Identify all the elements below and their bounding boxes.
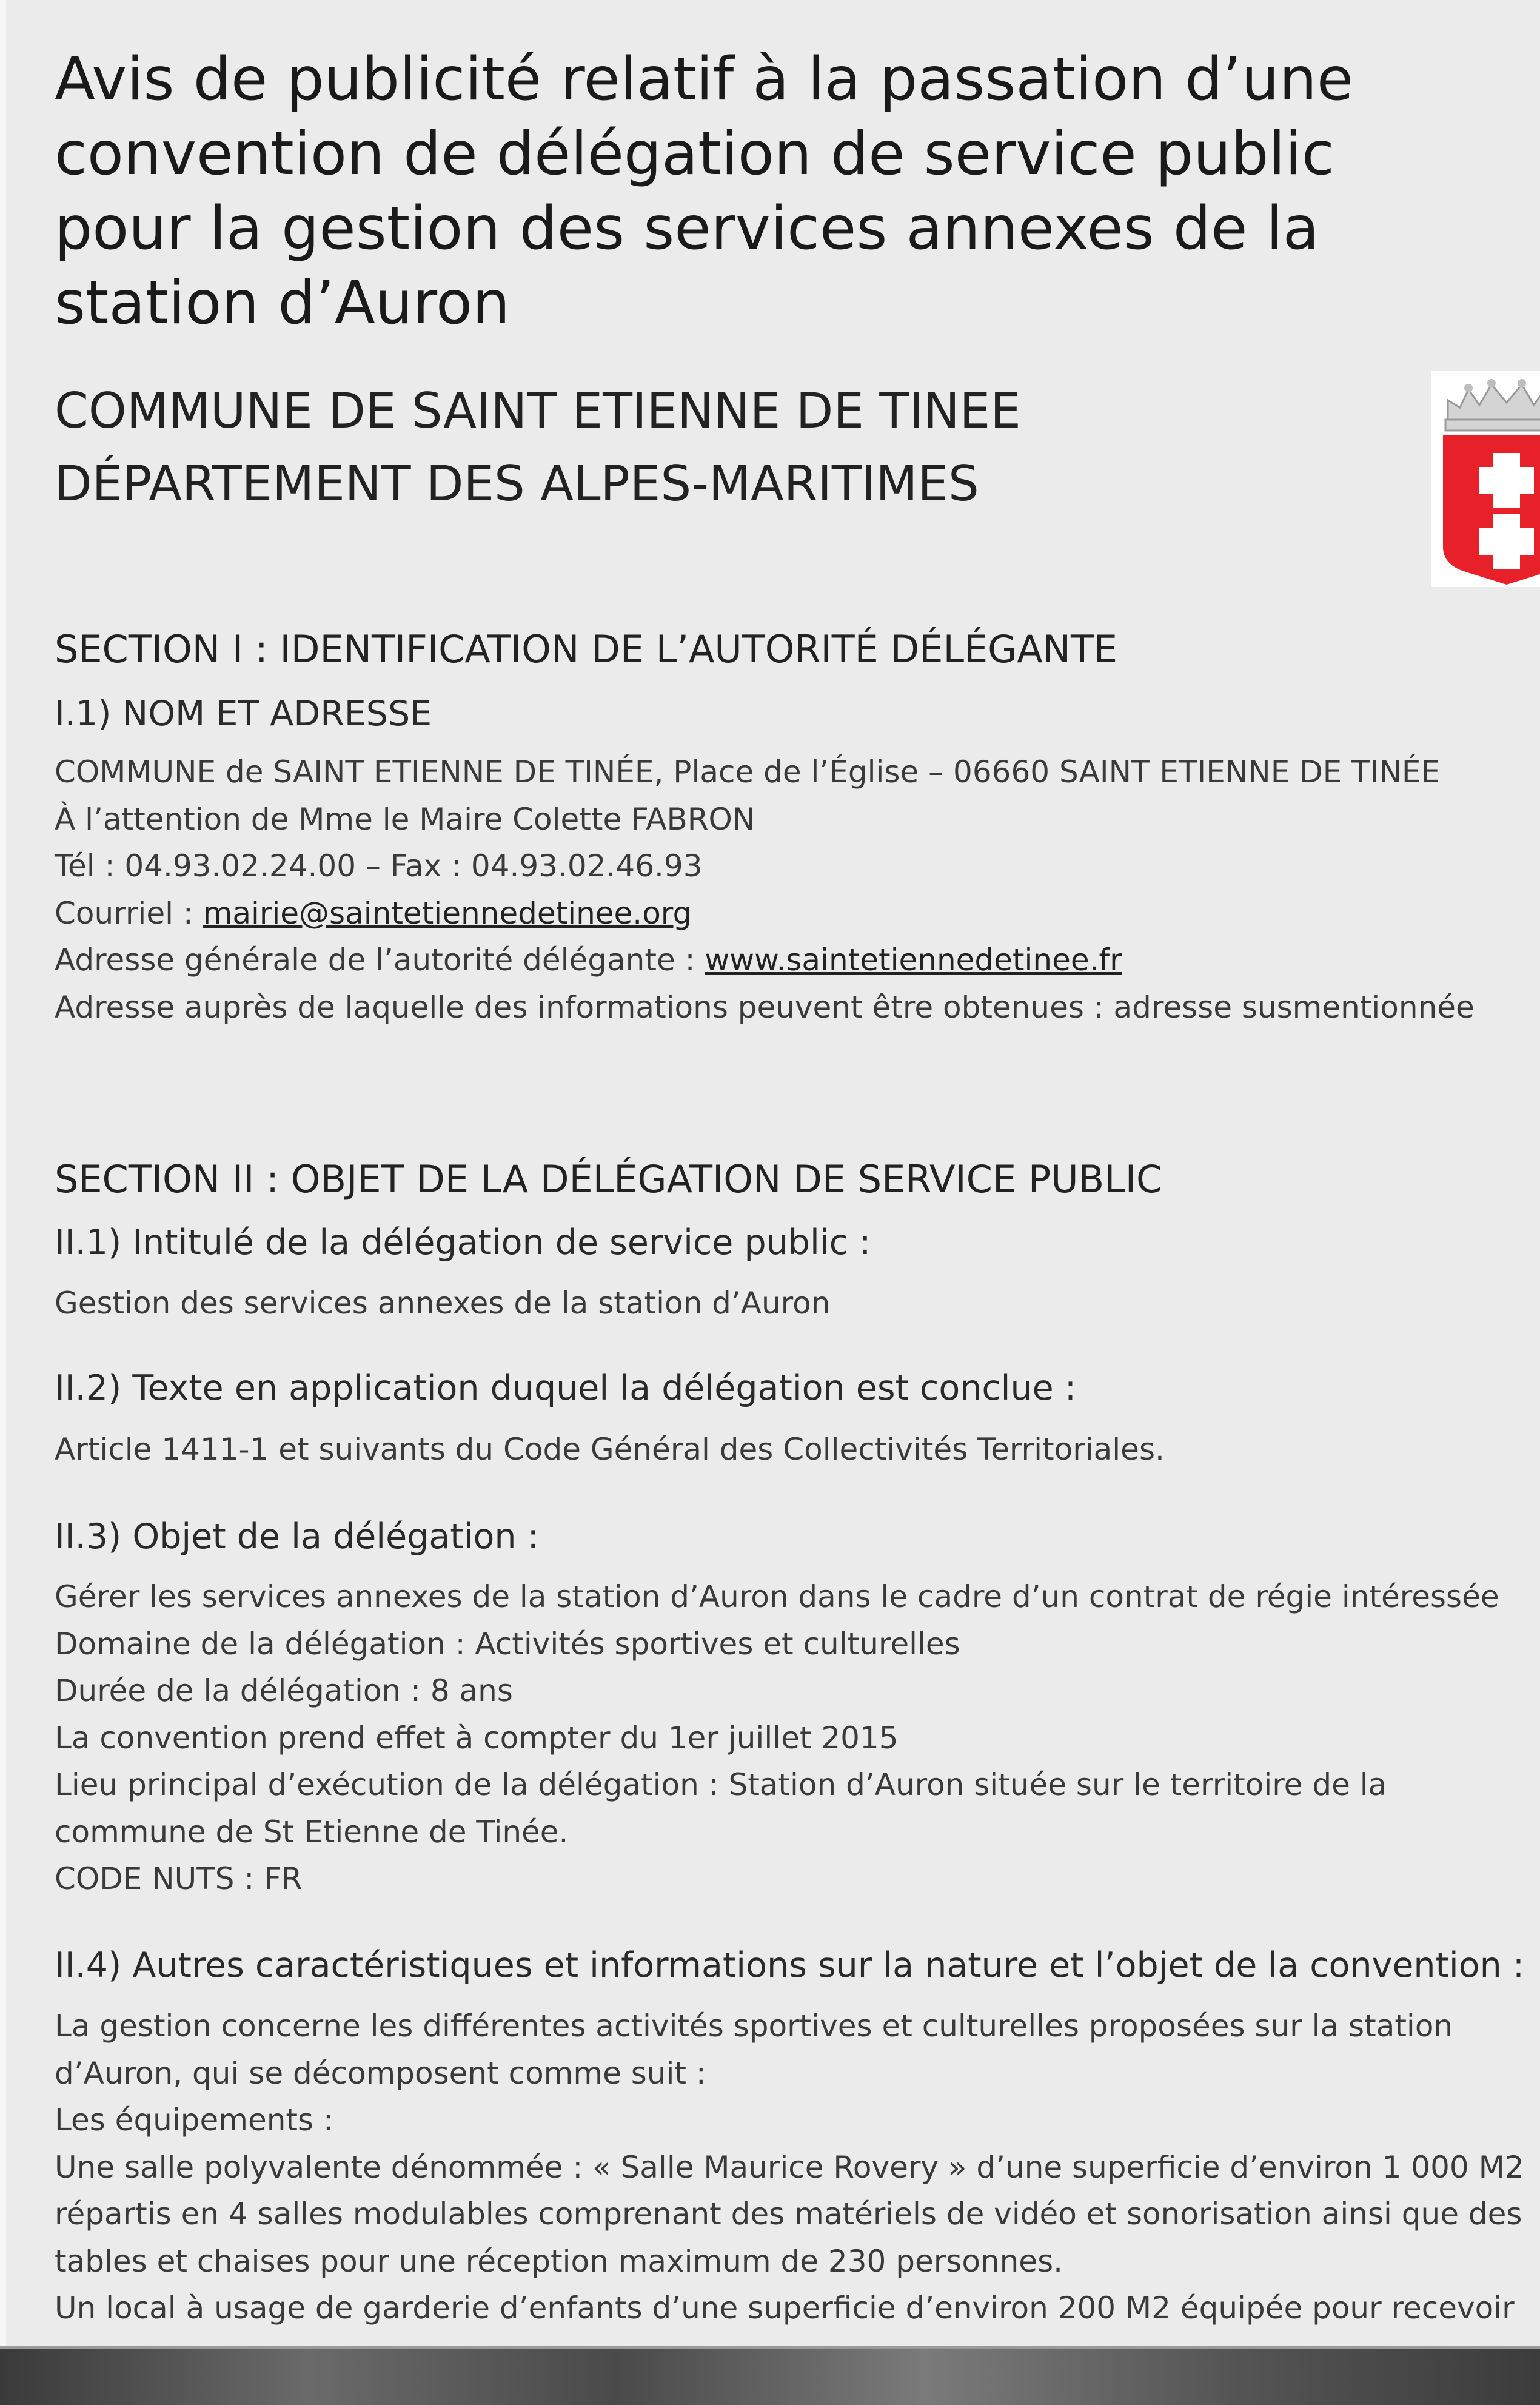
section-2-4-title: II.4) Autres caractéristiques et informations sur la nature et l’objet de la convention :: [55, 1945, 1525, 1985]
info-line: Adresse auprès de laquelle des informations peuvent être obtenues : adresse susmentionnée: [55, 989, 1475, 1025]
commune-name: COMMUNE DE SAINT ETIENNE DE TINEE: [55, 383, 1021, 439]
text-line: Article 1411-1 et suivants du Code Général des Collectivités Territoriales.: [55, 1432, 1165, 1467]
section-1-title: SECTION I : IDENTIFICATION DE L’AUTORITÉ DÉLÉGANTE: [55, 627, 1118, 671]
commune-header: [55, 375, 1267, 520]
text-line: Durée de la délégation : 8 ans: [55, 1673, 513, 1708]
phone-line: Tél : 04.93.02.24.00 – Fax : 04.93.02.46.93: [55, 848, 703, 884]
website-link[interactable]: www.saintetiennedetinee.fr: [705, 942, 1122, 978]
department-name: DÉPARTEMENT DES ALPES-MARITIMES: [55, 455, 979, 512]
section-2-1-body: [55, 1280, 1522, 1327]
coat-of-arms-icon: [1431, 371, 1540, 587]
text-line: Une salle polyvalente dénommée : « Salle Maurice Rovery » d’une superficie d’environ 1 000 M2: [55, 2149, 1524, 2185]
text-line: Les équipements :: [55, 2102, 333, 2138]
section-2-4-body: [55, 2003, 1522, 2332]
attention-line: À l’attention de Mme le Maire Colette FABRON: [55, 801, 755, 837]
section-2-title: SECTION II : OBJET DE LA DÉLÉGATION DE SERVICE PUBLIC: [55, 1157, 1163, 1201]
email-link[interactable]: mairie@saintetiennedetinee.org: [203, 895, 692, 931]
section-2-3-body: [55, 1574, 1522, 1903]
section-2-1-title: II.1) Intitulé de la délégation de service public :: [55, 1223, 871, 1263]
section-1-subtitle: I.1) NOM ET ADRESSE: [55, 694, 432, 734]
notice-title: [55, 42, 1419, 341]
background-photo-strip: [0, 2349, 1540, 2405]
text-line: CODE NUTS : FR: [55, 1861, 303, 1896]
title-line: pour la gestion des services annexes de la: [55, 194, 1319, 263]
text-line: La convention prend effet à compter du 1er juillet 2015: [55, 1720, 899, 1756]
title-line: station d’Auron: [55, 269, 511, 338]
text-line: Lieu principal d’exécution de la délégation : Station d’Auron située sur le territoire de la: [55, 1767, 1387, 1802]
section-2-2-body: [55, 1426, 1522, 1474]
section-2-2-title: II.2) Texte en application duquel la délégation est conclue :: [55, 1368, 1077, 1408]
section-2-3-title: II.3) Objet de la délégation :: [55, 1517, 539, 1557]
text-line: Un local à usage de garderie d’enfants d’une superficie d’environ 200 M2 équipée pour recevoir: [55, 2290, 1515, 2326]
text-line: La gestion concerne les différentes activités sportives et culturelles proposées sur la station: [55, 2008, 1453, 2044]
text-line: Gérer les services annexes de la station d’Auron dans le cadre d’un contrat de régie intéressée: [55, 1579, 1499, 1614]
text-line: Domaine de la délégation : Activités sportives et culturelles: [55, 1626, 960, 1662]
section-1-body: [55, 749, 1522, 1031]
text-line: Gestion des services annexes de la station d’Auron: [55, 1286, 831, 1321]
website-line: [55, 937, 1522, 984]
address-line: COMMUNE de SAINT ETIENNE DE TINÉE, Place de l’Église – 06660 SAINT ETIENNE DE TINÉE: [55, 754, 1441, 790]
email-line: [55, 890, 1522, 938]
title-line: Avis de publicité relatif à la passation d’une: [55, 45, 1354, 114]
text-line: commune de St Etienne de Tinée.: [55, 1814, 569, 1850]
title-line: convention de délégation de service public: [55, 119, 1334, 189]
text-line: tables et chaises pour une réception maximum de 230 personnes.: [55, 2243, 1063, 2279]
coat-of-arms: [1431, 371, 1540, 587]
text-line: d’Auron, qui se décomposent comme suit :: [55, 2055, 706, 2091]
email-label: Courriel :: [55, 895, 203, 931]
left-edge: [0, 0, 6, 2347]
text-line: répartis en 4 salles modulables comprenant des matériels de vidéo et sonorisation ainsi que des: [55, 2196, 1522, 2232]
website-label: Adresse générale de l’autorité délégante :: [55, 942, 705, 978]
